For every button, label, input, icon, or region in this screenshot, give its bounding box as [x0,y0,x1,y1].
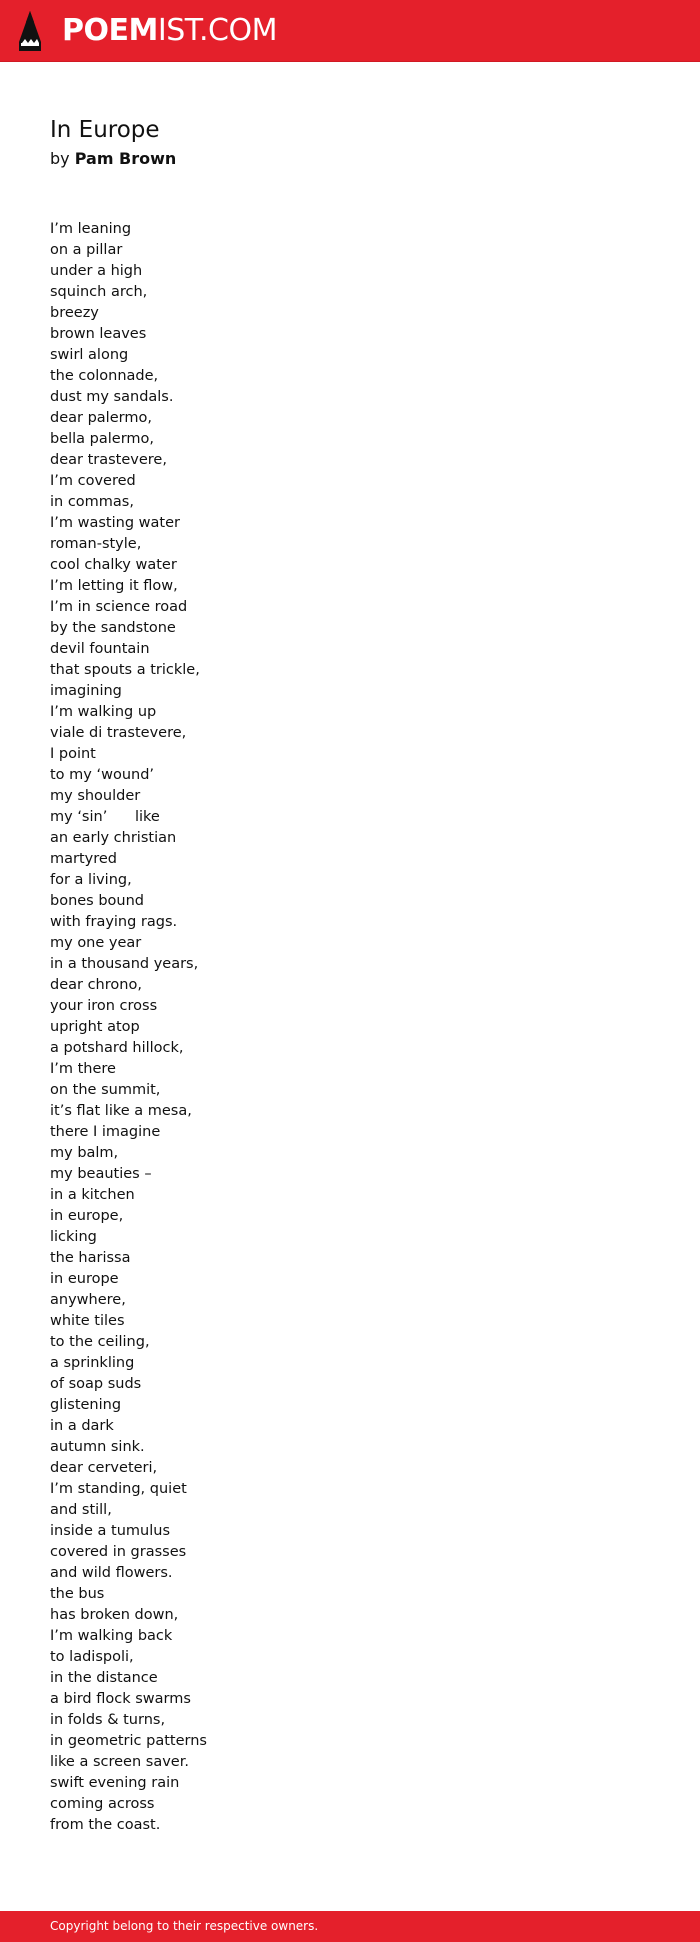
copyright-notice: Copyright belong to their respective owners. [50,1919,319,1933]
logo-light-part: IST.COM [157,13,277,48]
poem-line: in a thousand years, [50,956,199,972]
poem-line: and still, [50,1502,112,1518]
site-header [0,0,700,62]
poem-line: of soap suds [50,1376,142,1392]
poem-line: dust my sandals. [50,389,174,405]
poem-line: dear palermo, [50,410,152,426]
poem-line: my shoulder [50,788,141,804]
poem-line: to the ceiling, [50,1334,150,1350]
pencil-tip-icon [18,10,42,52]
site-logo-text [62,10,277,52]
poem-line: there I imagine [50,1124,161,1140]
poem-line: inside a tumulus [50,1523,170,1539]
poem-line: in a dark [50,1418,114,1434]
poem-line: viale di trastevere, [50,725,187,741]
poem-line: squinch arch, [50,284,148,300]
author-link[interactable]: Pam Brown [74,149,177,168]
poem-line: dear cerveteri, [50,1460,158,1476]
poem-line: in europe, [50,1208,124,1224]
poem-line: roman-style, [50,536,142,552]
poem-line: swift evening rain [50,1775,180,1791]
poem-line: bones bound [50,893,145,909]
byline [50,148,650,170]
poem-line: a potshard hillock, [50,1040,184,1056]
poem-line: I’m standing, quiet [50,1481,187,1497]
poem-line: cool chalky water [50,557,177,573]
poem-line: I point [50,746,96,762]
poem-line: I’m walking up [50,704,157,720]
poem-line: coming across [50,1796,155,1812]
poem-line: upright atop [50,1019,140,1035]
poem-line: I’m leaning [50,221,132,237]
poem-line: imagining [50,683,122,699]
poem-line: I’m wasting water [50,515,180,531]
poem-line: on a pillar [50,242,123,258]
poem-header [50,112,650,170]
poem-line: to ladispoli, [50,1649,134,1665]
poem-line: my balm, [50,1145,119,1161]
poem-line: I’m covered [50,473,136,489]
poem-line: from the coast. [50,1817,161,1833]
poem-line: brown leaves [50,326,147,342]
poem-line: my ‘sin’ like [50,809,160,825]
poem-line: and wild flowers. [50,1565,173,1581]
poem-line: under a high [50,263,143,279]
poem-line: the colonnade, [50,368,159,384]
poem-line: to my ‘wound’ [50,767,155,783]
poem-line: in commas, [50,494,134,510]
poem-line: an early christian [50,830,177,846]
poem-line: breezy [50,305,99,321]
poem-line: I’m there [50,1061,116,1077]
byline-prefix: by [50,149,70,168]
poem-line: glistening [50,1397,122,1413]
poem-line: I’m walking back [50,1628,173,1644]
site-footer [0,1911,700,1942]
poem-line: in a kitchen [50,1187,135,1203]
poem-line: devil fountain [50,641,150,657]
poem-line: licking [50,1229,97,1245]
poem-line: in geometric patterns [50,1733,207,1749]
poem-body [50,219,650,1836]
poem-line: it’s flat like a mesa, [50,1103,192,1119]
poem-line: I’m in science road [50,599,188,615]
poem-line: by the sandstone [50,620,176,636]
poem-line: dear chrono, [50,977,142,993]
poem-line: the harissa [50,1250,131,1266]
poem-line: anywhere, [50,1292,126,1308]
poem-line: on the summit, [50,1082,161,1098]
poem-line: a bird flock swarms [50,1691,191,1707]
logo-bold-part: POEM [62,13,158,48]
poem-line: has broken down, [50,1607,179,1623]
poem-line: like a screen saver. [50,1754,189,1770]
poem-line: a sprinkling [50,1355,135,1371]
poem-line: covered in grasses [50,1544,187,1560]
poem-line: in folds & turns, [50,1712,166,1728]
poem-title: In Europe [50,117,160,143]
poem-line: martyred [50,851,118,867]
poem-line: dear trastevere, [50,452,167,468]
site-logo-link[interactable] [18,10,277,52]
poem-line: that spouts a trickle, [50,662,200,678]
poem-line: white tiles [50,1313,125,1329]
poem-line: my one year [50,935,142,951]
poem-line: the bus [50,1586,105,1602]
poem-line: in the distance [50,1670,158,1686]
poem-line: autumn sink. [50,1439,145,1455]
poem-line: your iron cross [50,998,158,1014]
poem-line: in europe [50,1271,119,1287]
poem-line: bella palermo, [50,431,155,447]
poem-line: with fraying rags. [50,914,178,930]
poem-line: I’m letting it flow, [50,578,178,594]
poem-line: my beauties – [50,1166,152,1182]
poem-line: for a living, [50,872,132,888]
poem-line: swirl along [50,347,129,363]
